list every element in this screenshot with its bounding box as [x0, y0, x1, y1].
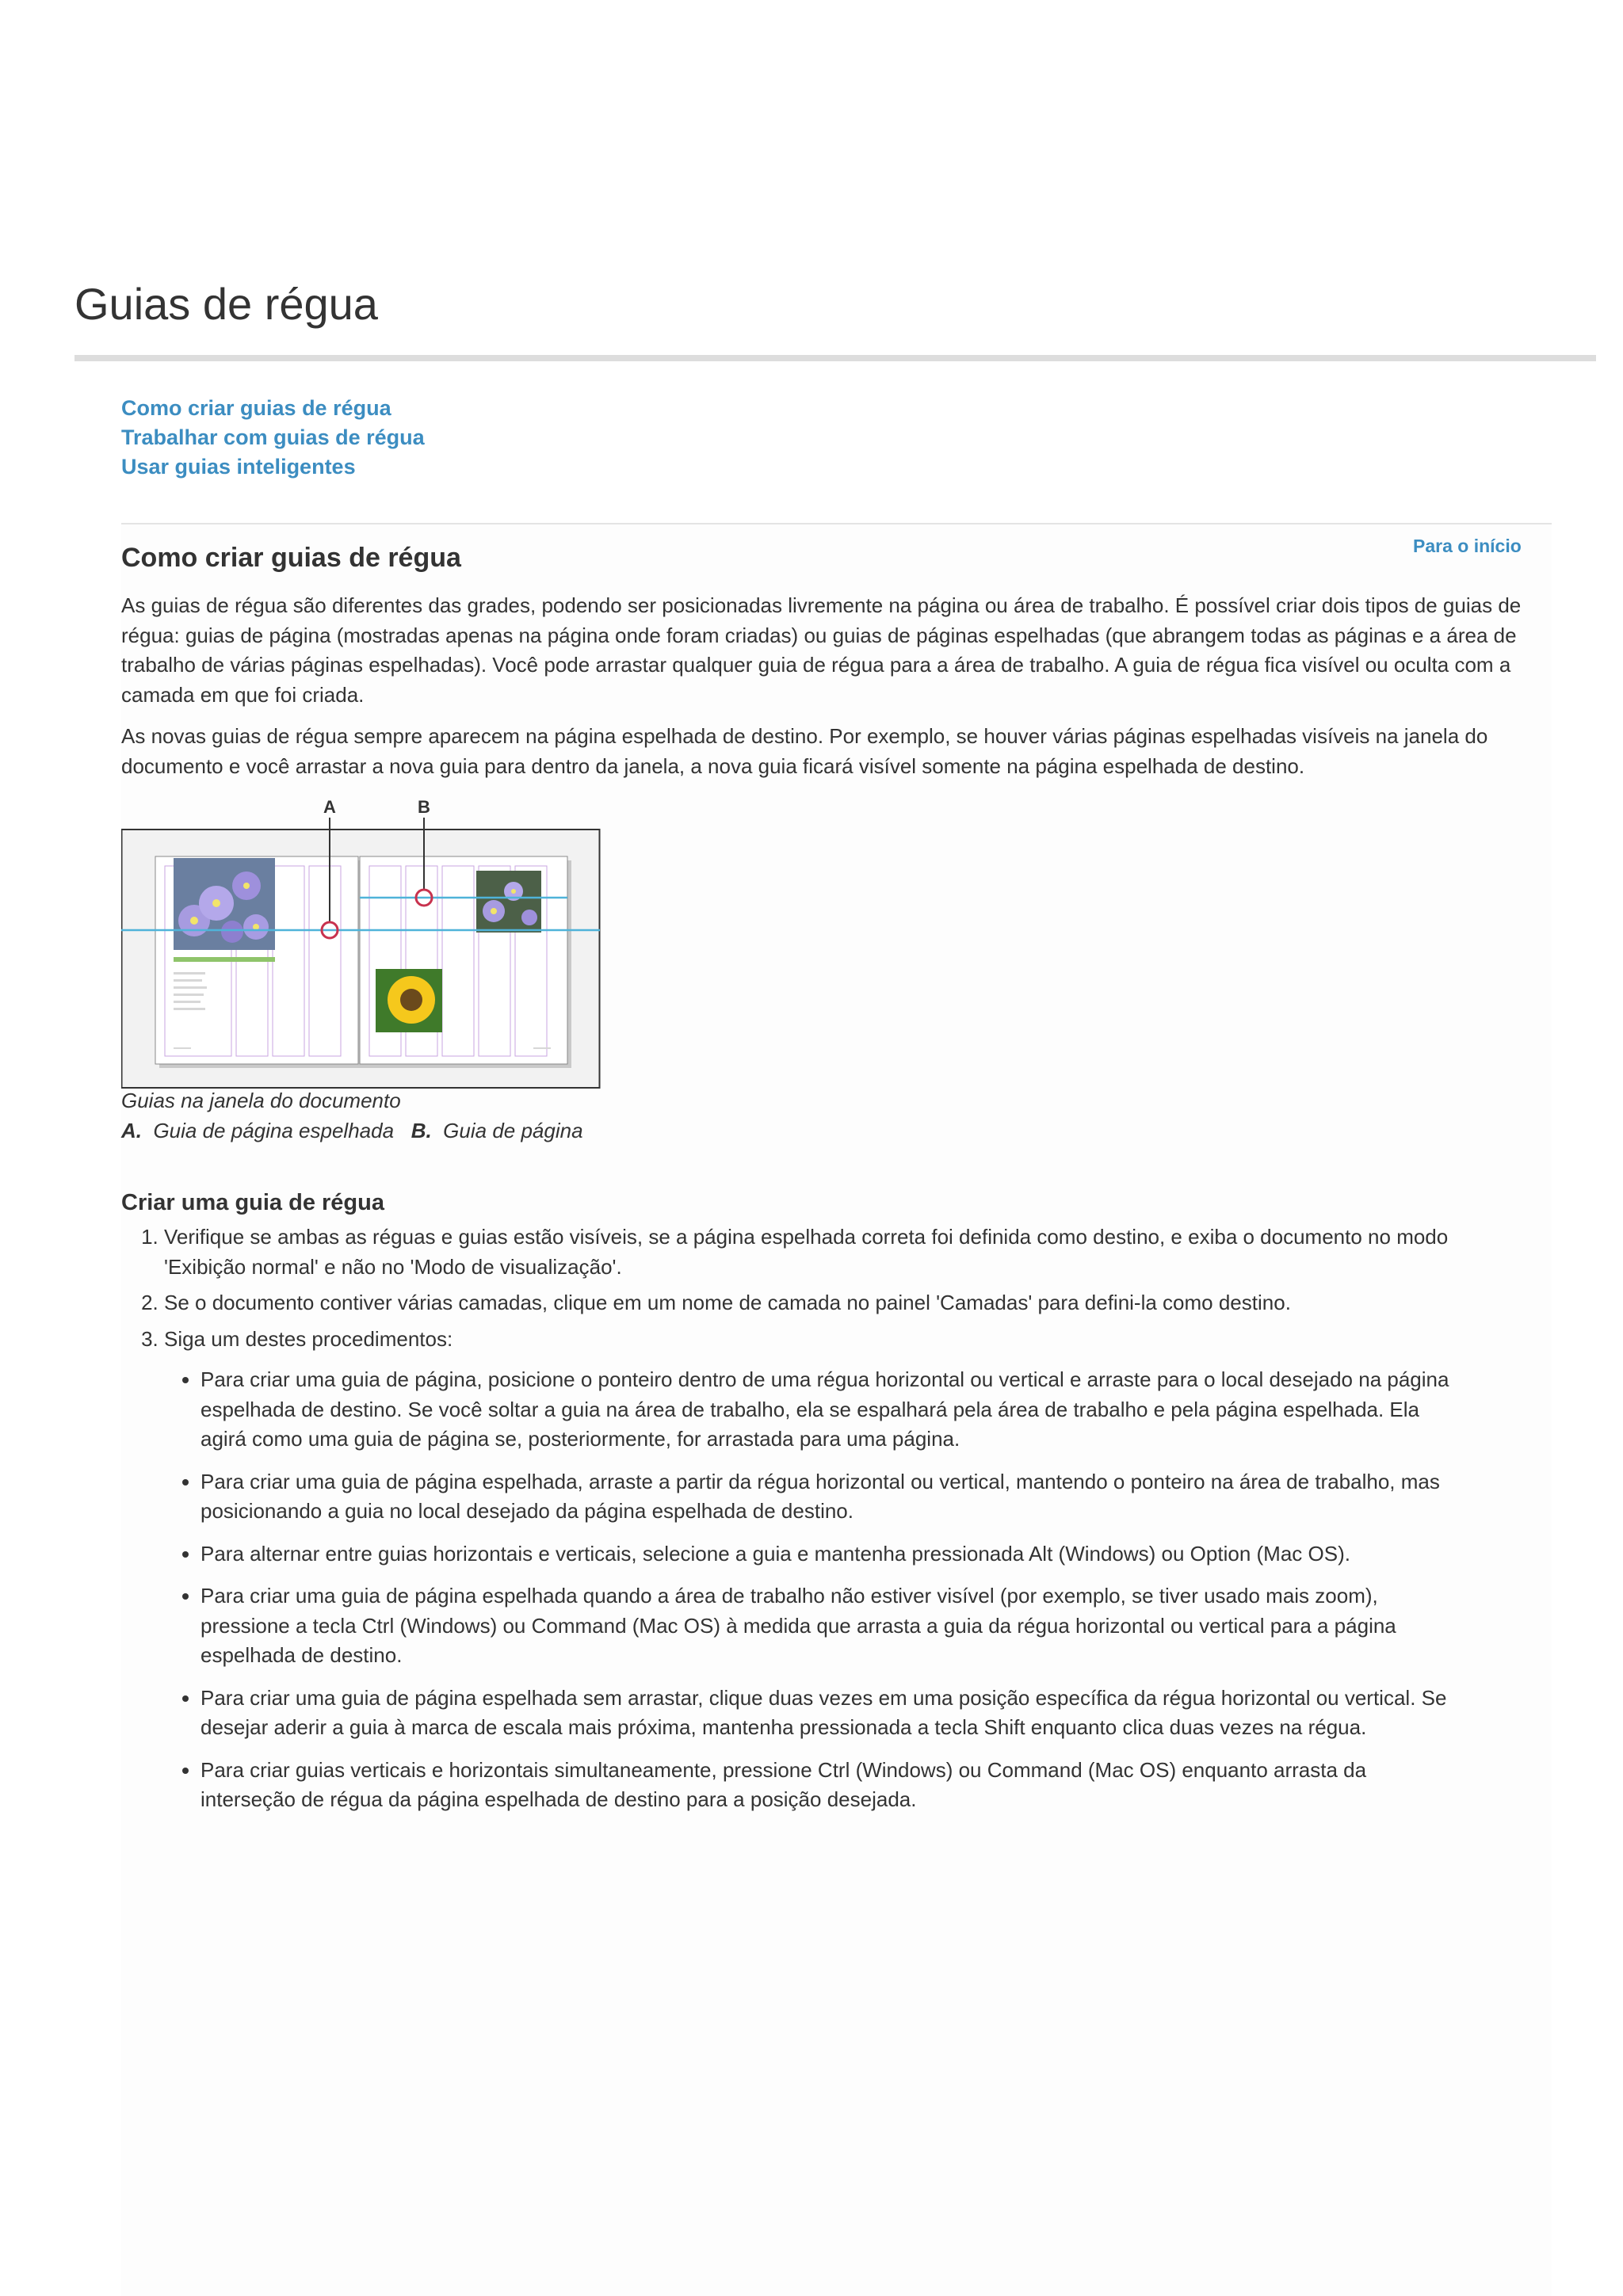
caption-a-key: A.: [121, 1118, 142, 1142]
option-item: • Para criar uma guia de página espelhada, arraste a partir da régua horizontal ou vertical, mantendo o ponteiro na área de trabalho, mas posicionando a guia no local desejado da página espelhada de destino.: [200, 1467, 1464, 1527]
step-item: 2. Se o documento contiver várias camadas, clique em um nome de camada no painel 'Camadas' para defini-la como destino.: [164, 1288, 1464, 1318]
section-divider: [121, 523, 1552, 524]
option-item: • Para criar guias verticais e horizontais simultaneamente, pressione Ctrl (Windows) ou Command (Mac OS) enquanto arrasta da interseção de régua da página espelhada de destino para a posição desejada.: [200, 1756, 1464, 1815]
subsection-heading: Criar uma guia de régua: [121, 1190, 384, 1215]
procedure-options-list: [164, 1365, 1464, 1815]
table-of-contents: [121, 394, 425, 482]
caption-a-text: Guia de página espelhada: [153, 1118, 395, 1142]
caption-b-key: B.: [411, 1118, 432, 1142]
step-text: Siga um destes procedimentos:: [164, 1326, 453, 1351]
caption-b-text: Guia de página: [443, 1118, 583, 1142]
page-title: Guias de régua: [74, 279, 378, 329]
title-divider: [74, 355, 1596, 361]
flower-photo-right: [476, 871, 541, 933]
option-item: • Para criar uma guia de página, posicione o ponteiro dentro de uma régua horizontal ou vertical e arraste para o local desejado na página espelhada de destino. Se você soltar a guia na área de trabalho, ela se espalhará pela área de trabalho e pela página espelhada. Ela agirá como uma guia de página se, posteriormente, for arrastada para uma página.: [200, 1365, 1464, 1455]
right-page-folio: [533, 1047, 551, 1049]
figure-caption: [121, 1086, 583, 1146]
toc-link-trabalhar-guias[interactable]: Trabalhar com guias de régua: [121, 425, 425, 449]
document-window-illustration: [121, 792, 601, 1089]
spread-paragraph: As novas guias de régua sempre aparecem na página espelhada de destino. Por exemplo, se houver várias páginas espelhadas visíveis na janela do documento e você arrastar a nova guia para dentro da janela, a nova guia ficará visível somente na página espelhada de destino.: [121, 724, 1488, 778]
option-item: • Para criar uma guia de página espelhada quando a área de trabalho não estiver visível (por exemplo, se tiver usado mais zoom), pressione a tecla Ctrl (Windows) ou Command (Mac OS) à medida que arrasta a guia da régua horizontal ou vertical para a página espelhada de destino.: [200, 1581, 1464, 1671]
toc-link-guias-inteligentes[interactable]: Usar guias inteligentes: [121, 455, 356, 479]
toc-link-criar-guias[interactable]: Como criar guias de régua: [121, 396, 391, 420]
caption-title: Guias na janela do documento: [121, 1089, 401, 1112]
steps-list: [121, 1222, 1464, 1828]
flower-photo-left: [174, 858, 275, 950]
step-item: [164, 1325, 1464, 1815]
callout-a-label: A: [323, 797, 336, 817]
caption-legend: [121, 1116, 583, 1146]
option-item: • Para criar uma guia de página espelhada sem arrastar, clique duas vezes em uma posição específica da régua horizontal ou vertical. Se desejar aderir a guia à marca de escala mais próxima, mantenha pressionada a tecla Shift enquanto clica duas vezes na régua.: [200, 1684, 1464, 1743]
option-item: • Para alternar entre guias horizontais e verticais, selecione a guia e mantenha pressionada Alt (Windows) ou Option (Mac OS).: [200, 1539, 1464, 1569]
left-page-headline: [174, 957, 275, 962]
step-item: 1. Verifique se ambas as réguas e guias estão visíveis, se a página espelhada correta foi definida como destino, e exiba o documento no modo 'Exibição normal' e não no 'Modo de visualização'.: [164, 1222, 1464, 1282]
back-to-top-link[interactable]: Para o início: [1413, 536, 1522, 556]
section-heading: Como criar guias de régua: [121, 543, 461, 573]
callout-b-label: B: [418, 797, 430, 817]
sunflower-photo: [376, 969, 442, 1032]
guides-figure: [121, 792, 601, 1089]
intro-paragraph: As guias de régua são diferentes das grades, podendo ser posicionadas livremente na página ou área de trabalho. É possível criar dois tipos de guias de régua: guias de página (mostradas apenas na página onde foram criadas) ou guias de páginas espelhadas (que abrangem todas as páginas e a área de trabalho de várias páginas espelhadas). Você pode arrastar qualquer guia de régua para a área de trabalho. A guia de régua fica visível ou oculta com a camada em que foi criada.: [121, 593, 1522, 707]
